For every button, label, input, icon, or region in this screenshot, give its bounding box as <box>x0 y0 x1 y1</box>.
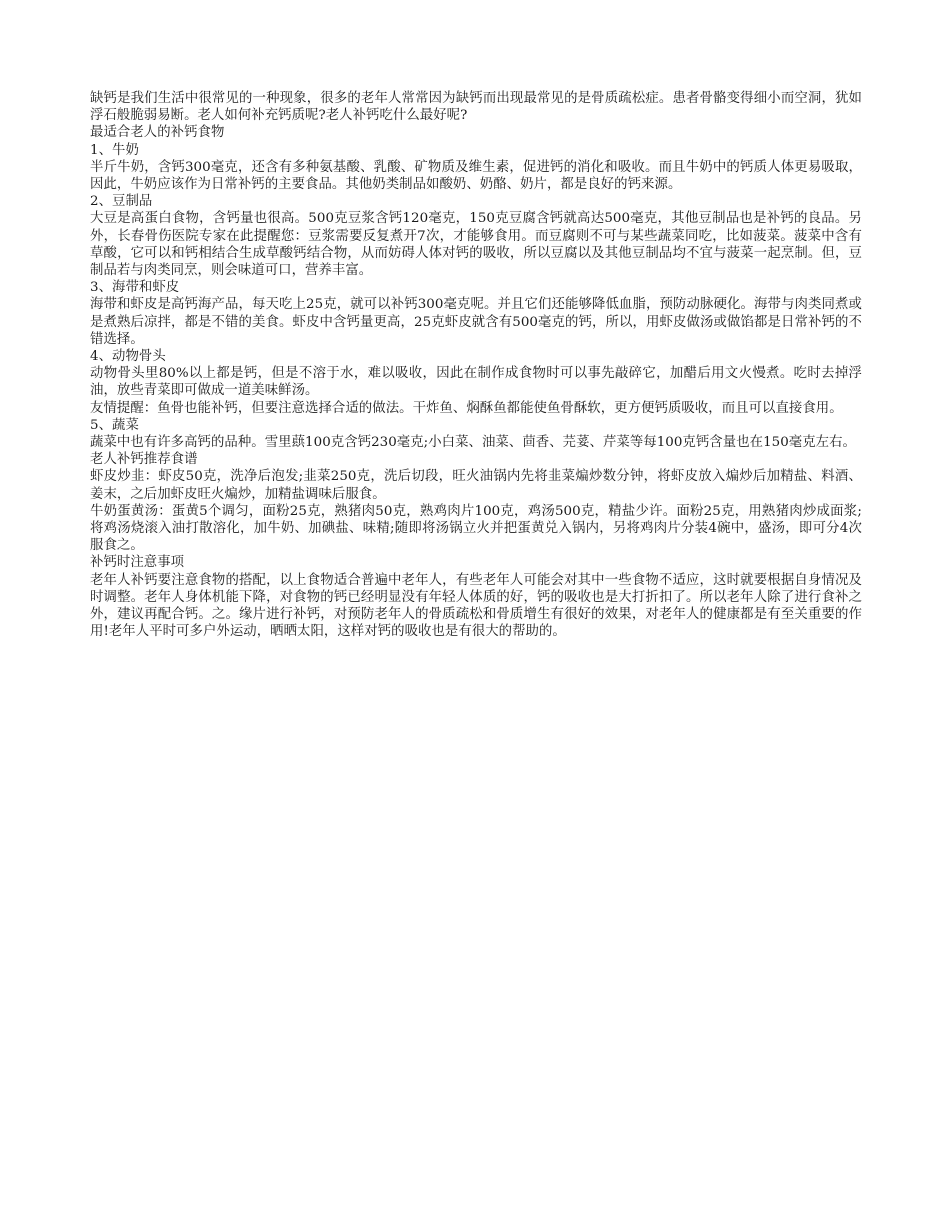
intro-paragraph: 缺钙是我们生活中很常见的一种现象，很多的老年人常常因为缺钙而出现最常见的是骨质疏松症。患者骨骼变得细小而空洞，犹如浮石般脆弱易断。老人如何补充钙质呢?老人补钙吃什么最好呢? <box>90 91 862 124</box>
subheading-milk: 1、牛奶 <box>90 142 139 158</box>
paragraph-milk: 半斤牛奶，含钙300毫克，还含有多种氨基酸、乳酸、矿物质及维生素，促进钙的消化和吸收。而且牛奶中的钙质人体更易吸取，因此，牛奶应该作为日常补钙的主要食品。其他奶类制品如酸奶、奶酪、奶片，都是良好的钙来源。 <box>90 159 862 193</box>
recipe-milk-yolk-soup: 牛奶蛋黄汤：蛋黄5个调匀，面粉25克，熟猪肉50克，熟鸡肉片100克，鸡汤500克，精盐少许。面粉25克，用熟猪肉炒成面浆;将鸡汤烧滚入油打散溶化，加牛奶、加碘盐、味精;随即将汤锅立火并把蛋黄兑入锅内，另将鸡肉片分装4碗中，盛汤，即可分4次服食之。 <box>90 503 862 554</box>
subheading-vegetables: 5、蔬菜 <box>90 417 139 433</box>
section-heading-recipes: 老人补钙推荐食谱 <box>90 452 198 468</box>
subheading-soy: 2、豆制品 <box>90 194 153 210</box>
paragraph-vegetables: 蔬菜中也有许多高钙的品种。雪里蕻100克含钙230毫克;小白菜、油菜、茴香、芫荽、芹菜等每100克钙含量也在150毫克左右。 <box>90 435 856 451</box>
subheading-bones: 4、动物骨头 <box>90 349 166 365</box>
paragraph-bones: 动物骨头里80%以上都是钙，但是不溶于水，难以吸收，因此在制作成食物时可以事先敲碎它，加醋后用文火慢煮。吃时去掉浮油，放些青菜即可做成一道美味鲜汤。 <box>90 366 862 399</box>
section-heading-foods: 最适合老人的补钙食物 <box>90 125 225 141</box>
subheading-kelp-shrimp: 3、海带和虾皮 <box>90 280 180 296</box>
recipe-shrimp-leek: 虾皮炒韭：虾皮50克，洗净后泡发;韭菜250克，洗后切段，旺火油锅内先将韭菜煸炒数分钟，将虾皮放入煸炒后加精盐、料酒、姜末，之后加虾皮旺火煸炒，加精盐调味后服食。 <box>90 469 862 502</box>
paragraph-soy: 大豆是高蛋白食物，含钙量也很高。500克豆浆含钙120毫克，150克豆腐含钙就高达500毫克，其他豆制品也是补钙的良品。另外，长春骨伤医院专家在此提醒您：豆浆需要反复煮开7次，才能够食用。而豆腐则不可与某些蔬菜同吃，比如菠菜。菠菜中含有草酸，它可以和钙相结合生成草酸钙结合物，从而妨碍人体对钙的吸收，所以豆腐以及其他豆制品均不宜与菠菜一起烹制。但，豆制品若与肉类同烹，则会味道可口，营养丰富。 <box>90 211 862 279</box>
paragraph-kelp-shrimp: 海带和虾皮是高钙海产品，每天吃上25克，就可以补钙300毫克呢。并且它们还能够降低血脂，预防动脉硬化。海带与肉类同煮或是煮熟后凉拌，都是不错的美食。虾皮中含钙量更高，25克虾皮就含有500毫克的钙，所以，用虾皮做汤或做馅都是日常补钙的不错选择。 <box>90 297 862 347</box>
section-heading-notes: 补钙时注意事项 <box>90 555 185 571</box>
paragraph-notes: 老年人补钙要注意食物的搭配，以上食物适合普遍中老年人，有些老年人可能会对其中一些食物不适应，这时就要根据自身情况及时调整。老年人身体机能下降，对食物的钙已经明显没有年轻人体质的好，钙的吸收也是大打折扣了。所以老年人除了进行食补之外，建议再配合钙。之。缘片进行补钙，对预防老年人的骨质疏松和骨质增生有很好的效果，对老年人的健康都是有至关重要的作用!老年人平时可多户外运动，晒晒太阳，这样对钙的吸收也是有很大的帮助的。 <box>90 572 862 640</box>
article-body <box>90 90 862 641</box>
paragraph-fish-bone-tip: 友情提醒：鱼骨也能补钙，但要注意选择合适的做法。干炸鱼、焖酥鱼都能使鱼骨酥软，更方便钙质吸收，而且可以直接食用。 <box>90 400 843 416</box>
